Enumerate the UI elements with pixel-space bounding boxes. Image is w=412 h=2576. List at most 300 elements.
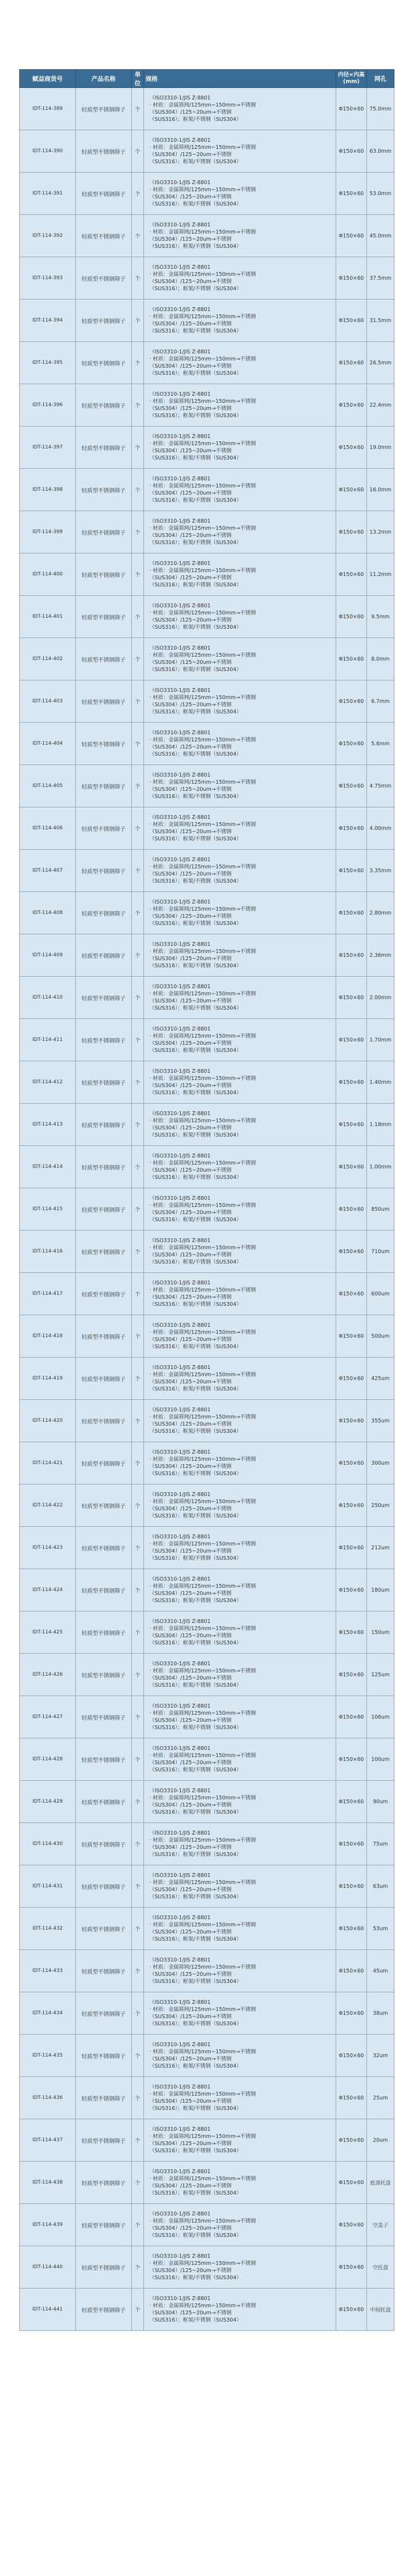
unit-cell: 个 (132, 1400, 144, 1442)
table-row (20, 2289, 394, 2331)
mesh-cell: 2.36mm (367, 934, 394, 977)
mesh-cell: 850um (367, 1188, 394, 1231)
model-cell: IDT-114-434 (20, 1992, 76, 2035)
table-row (20, 2035, 394, 2077)
unit-cell: 个 (132, 2289, 144, 2331)
unit-cell: 个 (132, 426, 144, 469)
mesh-cell: 1.40mm (367, 1061, 394, 1104)
product-name-cell: 轻质型不锈钢筛子 (76, 426, 132, 469)
spec-cell: （ISO3310-1/JIS Z-8801 · 材质：金属筛网/125mm~150mm→不锈钢 （SUS304）/125~20um→不锈钢 （SUS316）；框架/不锈钢（SUS304） (144, 511, 336, 553)
dimensions-cell: Φ150×60 (336, 2204, 367, 2246)
unit-cell: 个 (132, 1146, 144, 1188)
unit-cell: 个 (132, 2246, 144, 2289)
model-cell: IDT-114-398 (20, 469, 76, 511)
mesh-cell: 63.0mm (367, 130, 394, 173)
spec-cell: （ISO3310-1/JIS Z-8801 · 材质：金属筛网/125mm~150mm→不锈钢 （SUS304）/125~20um→不锈钢 （SUS316）；框架/不锈钢（SUS304） (144, 1781, 336, 1823)
dimensions-cell: Φ150×60 (336, 765, 367, 807)
model-cell: IDT-114-430 (20, 1823, 76, 1865)
unit-cell: 个 (132, 1738, 144, 1781)
dimensions-cell: Φ150×60 (336, 1231, 367, 1273)
mesh-cell: 600um (367, 1273, 394, 1315)
table-body (20, 88, 394, 2331)
product-name-cell: 轻质型不锈钢筛子 (76, 1146, 132, 1188)
table-row (20, 173, 394, 215)
unit-cell: 个 (132, 469, 144, 511)
dimensions-cell: Φ150×60 (336, 215, 367, 257)
model-cell: IDT-114-420 (20, 1400, 76, 1442)
header-product-name: 产品名称 (76, 70, 132, 88)
model-cell: IDT-114-423 (20, 1527, 76, 1569)
model-cell: IDT-114-425 (20, 1611, 76, 1654)
product-name-cell: 轻质型不锈钢筛子 (76, 2077, 132, 2119)
unit-cell: 个 (132, 1315, 144, 1358)
model-cell: IDT-114-396 (20, 384, 76, 426)
model-cell: IDT-114-408 (20, 892, 76, 934)
unit-cell: 个 (132, 1273, 144, 1315)
unit-cell: 个 (132, 1781, 144, 1823)
product-name-cell: 轻质型不锈钢筛子 (76, 680, 132, 723)
unit-cell: 个 (132, 300, 144, 342)
product-name-cell: 轻质型不锈钢筛子 (76, 130, 132, 173)
spec-cell: （ISO3310-1/JIS Z-8801 · 材质：金属筛网/125mm~150mm→不锈钢 （SUS304）/125~20um→不锈钢 （SUS316）；框架/不锈钢（SUS304） (144, 1315, 336, 1358)
unit-cell: 个 (132, 2204, 144, 2246)
dimensions-cell: Φ150×60 (336, 1569, 367, 1611)
dimensions-cell: Φ150×60 (336, 1019, 367, 1061)
product-name-cell: 轻质型不锈钢筛子 (76, 2119, 132, 2162)
dimensions-cell: Φ150×60 (336, 1865, 367, 1908)
table-row (20, 1992, 394, 2035)
model-cell: IDT-114-414 (20, 1146, 76, 1188)
mesh-cell: 150um (367, 1611, 394, 1654)
unit-cell: 个 (132, 384, 144, 426)
product-name-cell: 轻质型不锈钢筛子 (76, 2162, 132, 2204)
dimensions-cell: Φ150×60 (336, 300, 367, 342)
mesh-cell: 300um (367, 1442, 394, 1484)
dimensions-cell: Φ150×60 (336, 2289, 367, 2331)
header-dimensions: 内径×内高 (mm) (336, 70, 367, 88)
dimensions-cell: Φ150×60 (336, 173, 367, 215)
dimensions-cell: Φ150×60 (336, 1696, 367, 1738)
unit-cell: 个 (132, 1442, 144, 1484)
model-cell: IDT-114-424 (20, 1569, 76, 1611)
model-cell: IDT-114-404 (20, 723, 76, 765)
model-cell: IDT-114-401 (20, 596, 76, 638)
mesh-cell: 11.2mm (367, 553, 394, 596)
table-row (20, 1611, 394, 1654)
table-row (20, 130, 394, 173)
model-cell: IDT-114-402 (20, 638, 76, 680)
product-name-cell: 轻质型不锈钢筛子 (76, 88, 132, 130)
spec-cell: （ISO3310-1/JIS Z-8801 · 材质：金属筛网/125mm~150mm→不锈钢 （SUS304）/125~20um→不锈钢 （SUS316）；框架/不锈钢（SUS304） (144, 765, 336, 807)
unit-cell: 个 (132, 596, 144, 638)
product-name-cell: 轻质型不锈钢筛子 (76, 1231, 132, 1273)
product-name-cell: 轻质型不锈钢筛子 (76, 1865, 132, 1908)
table-row (20, 1231, 394, 1273)
unit-cell: 个 (132, 1696, 144, 1738)
product-name-cell: 轻质型不锈钢筛子 (76, 1358, 132, 1400)
model-cell: IDT-114-418 (20, 1315, 76, 1358)
mesh-cell: 1.70mm (367, 1019, 394, 1061)
product-name-cell: 轻质型不锈钢筛子 (76, 1527, 132, 1569)
dimensions-cell: Φ150×60 (336, 1611, 367, 1654)
spec-cell: （ISO3310-1/JIS Z-8801 · 材质：金属筛网/125mm~150mm→不锈钢 （SUS304）/125~20um→不锈钢 （SUS316）；框架/不锈钢（SUS304） (144, 723, 336, 765)
mesh-cell: 空托盘 (367, 2246, 394, 2289)
product-name-cell: 轻质型不锈钢筛子 (76, 807, 132, 850)
model-cell: IDT-114-422 (20, 1484, 76, 1527)
table-row (20, 1569, 394, 1611)
mesh-cell: 2.00mm (367, 977, 394, 1019)
unit-cell: 个 (132, 1569, 144, 1611)
dimensions-cell: Φ150×60 (336, 2162, 367, 2204)
unit-cell: 个 (132, 1104, 144, 1146)
table-row (20, 2077, 394, 2119)
dimensions-cell: Φ150×60 (336, 469, 367, 511)
dimensions-cell: Φ150×60 (336, 1273, 367, 1315)
product-name-cell: 轻质型不锈钢筛子 (76, 596, 132, 638)
spec-cell: （ISO3310-1/JIS Z-8801 · 材质：金属筛网/125mm~150mm→不锈钢 （SUS304）/125~20um→不锈钢 （SUS316）；框架/不锈钢（SUS304） (144, 1738, 336, 1781)
model-cell: IDT-114-419 (20, 1358, 76, 1400)
product-name-cell: 轻质型不锈钢筛子 (76, 850, 132, 892)
mesh-cell: 425um (367, 1358, 394, 1400)
table-row (20, 1950, 394, 1992)
model-cell: IDT-114-433 (20, 1950, 76, 1992)
spec-cell: （ISO3310-1/JIS Z-8801 · 材质：金属筛网/125mm~150mm→不锈钢 （SUS304）/125~20um→不锈钢 （SUS316）；框架/不锈钢（SUS304） (144, 215, 336, 257)
spec-cell: （ISO3310-1/JIS Z-8801 · 材质：金属筛网/125mm~150mm→不锈钢 （SUS304）/125~20um→不锈钢 （SUS316）；框架/不锈钢（SUS304） (144, 977, 336, 1019)
model-cell: IDT-114-439 (20, 2204, 76, 2246)
model-cell: IDT-114-415 (20, 1188, 76, 1231)
table-row (20, 1738, 394, 1781)
mesh-cell: 中间托盘 (367, 2289, 394, 2331)
spec-cell: （ISO3310-1/JIS Z-8801 · 材质：金属筛网/125mm~150mm→不锈钢 （SUS304）/125~20um→不锈钢 （SUS316）；框架/不锈钢（SUS304） (144, 257, 336, 300)
model-cell: IDT-114-426 (20, 1654, 76, 1696)
dimensions-cell: Φ150×60 (336, 342, 367, 384)
table-row (20, 934, 394, 977)
mesh-cell: 90um (367, 1781, 394, 1823)
spec-cell: （ISO3310-1/JIS Z-8801 · 材质：金属筛网/125mm~150mm→不锈钢 （SUS304）/125~20um→不锈钢 （SUS316）；框架/不锈钢（SUS304） (144, 2204, 336, 2246)
mesh-cell: 底部托盘 (367, 2162, 394, 2204)
table-row (20, 1865, 394, 1908)
spec-cell: （ISO3310-1/JIS Z-8801 · 材质：金属筛网/125mm~150mm→不锈钢 （SUS304）/125~20um→不锈钢 （SUS316）；框架/不锈钢（SUS304） (144, 1611, 336, 1654)
model-cell: IDT-114-413 (20, 1104, 76, 1146)
product-name-cell: 轻质型不锈钢筛子 (76, 1315, 132, 1358)
unit-cell: 个 (132, 638, 144, 680)
table-row (20, 1908, 394, 1950)
table-row (20, 1061, 394, 1104)
mesh-cell: 31.5mm (367, 300, 394, 342)
product-name-cell: 轻质型不锈钢筛子 (76, 1569, 132, 1611)
table-row (20, 1358, 394, 1400)
model-cell: IDT-114-440 (20, 2246, 76, 2289)
mesh-cell: 19.0mm (367, 426, 394, 469)
dimensions-cell: Φ150×60 (336, 850, 367, 892)
dimensions-cell: Φ150×60 (336, 511, 367, 553)
spec-cell: （ISO3310-1/JIS Z-8801 · 材质：金属筛网/125mm~150mm→不锈钢 （SUS304）/125~20um→不锈钢 （SUS316）；框架/不锈钢（SUS304） (144, 1527, 336, 1569)
product-name-cell: 轻质型不锈钢筛子 (76, 2246, 132, 2289)
mesh-cell: 4.75mm (367, 765, 394, 807)
dimensions-cell: Φ150×60 (336, 1950, 367, 1992)
sieve-product-table (19, 69, 394, 2331)
mesh-cell: 355um (367, 1400, 394, 1442)
product-name-cell: 轻质型不锈钢筛子 (76, 2289, 132, 2331)
table-row (20, 765, 394, 807)
table-row (20, 511, 394, 553)
table-row (20, 1654, 394, 1696)
dimensions-cell: Φ150×60 (336, 1992, 367, 2035)
dimensions-cell: Φ150×60 (336, 1654, 367, 1696)
mesh-cell: 26.5mm (367, 342, 394, 384)
unit-cell: 个 (132, 850, 144, 892)
model-cell: IDT-114-400 (20, 553, 76, 596)
table-row (20, 596, 394, 638)
product-name-cell: 轻质型不锈钢筛子 (76, 934, 132, 977)
model-cell: IDT-114-417 (20, 1273, 76, 1315)
header-unit: 单位 (132, 70, 144, 88)
dimensions-cell: Φ150×60 (336, 934, 367, 977)
dimensions-cell: Φ150×60 (336, 88, 367, 130)
model-cell: IDT-114-393 (20, 257, 76, 300)
product-name-cell: 轻质型不锈钢筛子 (76, 1823, 132, 1865)
mesh-cell: 38um (367, 1992, 394, 2035)
model-cell: IDT-114-407 (20, 850, 76, 892)
unit-cell: 个 (132, 88, 144, 130)
mesh-cell: 4.00mm (367, 807, 394, 850)
spec-cell: （ISO3310-1/JIS Z-8801 · 材质：金属筛网/125mm~150mm→不锈钢 （SUS304）/125~20um→不锈钢 （SUS316）；框架/不锈钢（SUS304） (144, 1188, 336, 1231)
table-row (20, 426, 394, 469)
header-mesh: 网孔 (367, 70, 394, 88)
table-row (20, 807, 394, 850)
model-cell: IDT-114-389 (20, 88, 76, 130)
unit-cell: 个 (132, 342, 144, 384)
table-row (20, 1527, 394, 1569)
product-name-cell: 轻质型不锈钢筛子 (76, 1992, 132, 2035)
dimensions-cell: Φ150×60 (336, 596, 367, 638)
product-name-cell: 轻质型不锈钢筛子 (76, 1442, 132, 1484)
product-name-cell: 轻质型不锈钢筛子 (76, 638, 132, 680)
product-name-cell: 轻质型不锈钢筛子 (76, 384, 132, 426)
model-cell: IDT-114-394 (20, 300, 76, 342)
dimensions-cell: Φ150×60 (336, 1146, 367, 1188)
unit-cell: 个 (132, 257, 144, 300)
model-cell: IDT-114-427 (20, 1696, 76, 1738)
dimensions-cell: Φ150×60 (336, 130, 367, 173)
mesh-cell: 16.0mm (367, 469, 394, 511)
product-name-cell: 轻质型不锈钢筛子 (76, 173, 132, 215)
table-row (20, 1781, 394, 1823)
product-name-cell: 轻质型不锈钢筛子 (76, 1019, 132, 1061)
table-row (20, 342, 394, 384)
dimensions-cell: Φ150×60 (336, 1781, 367, 1823)
table-row (20, 1823, 394, 1865)
dimensions-cell: Φ150×60 (336, 1358, 367, 1400)
product-name-cell: 轻质型不锈钢筛子 (76, 1611, 132, 1654)
unit-cell: 个 (132, 1865, 144, 1908)
mesh-cell: 2.80mm (367, 892, 394, 934)
model-cell: IDT-114-416 (20, 1231, 76, 1273)
table-row (20, 850, 394, 892)
spec-cell: （ISO3310-1/JIS Z-8801 · 材质：金属筛网/125mm~150mm→不锈钢 （SUS304）/125~20um→不锈钢 （SUS316）；框架/不锈钢（SUS304） (144, 1019, 336, 1061)
product-name-cell: 轻质型不锈钢筛子 (76, 215, 132, 257)
table-row (20, 1188, 394, 1231)
dimensions-cell: Φ150×60 (336, 2119, 367, 2162)
spec-cell: （ISO3310-1/JIS Z-8801 · 材质：金属筛网/125mm~150mm→不锈钢 （SUS304）/125~20um→不锈钢 （SUS316）；框架/不锈钢（SUS304） (144, 1696, 336, 1738)
table-row (20, 723, 394, 765)
product-name-cell: 轻质型不锈钢筛子 (76, 342, 132, 384)
dimensions-cell: Φ150×60 (336, 892, 367, 934)
product-name-cell: 轻质型不锈钢筛子 (76, 723, 132, 765)
unit-cell: 个 (132, 173, 144, 215)
table-row (20, 977, 394, 1019)
spec-cell: （ISO3310-1/JIS Z-8801 · 材质：金属筛网/125mm~150mm→不锈钢 （SUS304）/125~20um→不锈钢 （SUS316）；框架/不锈钢（SUS304） (144, 1231, 336, 1273)
product-name-cell: 轻质型不锈钢筛子 (76, 1781, 132, 1823)
model-cell: IDT-114-428 (20, 1738, 76, 1781)
unit-cell: 个 (132, 1823, 144, 1865)
product-name-cell: 轻质型不锈钢筛子 (76, 469, 132, 511)
spec-cell: （ISO3310-1/JIS Z-8801 · 材质：金属筛网/125mm~150mm→不锈钢 （SUS304）/125~20um→不锈钢 （SUS316）；框架/不锈钢（SUS304） (144, 934, 336, 977)
mesh-cell: 32um (367, 2035, 394, 2077)
spec-cell: （ISO3310-1/JIS Z-8801 · 材质：金属筛网/125mm~150mm→不锈钢 （SUS304）/125~20um→不锈钢 （SUS316）；框架/不锈钢（SUS304） (144, 1992, 336, 2035)
table-row (20, 1146, 394, 1188)
mesh-cell: 710um (367, 1231, 394, 1273)
model-cell: IDT-114-395 (20, 342, 76, 384)
spec-cell: （ISO3310-1/JIS Z-8801 · 材质：金属筛网/125mm~150mm→不锈钢 （SUS304）/125~20um→不锈钢 （SUS316）；框架/不锈钢（SUS304） (144, 342, 336, 384)
table-row (20, 1104, 394, 1146)
unit-cell: 个 (132, 1908, 144, 1950)
unit-cell: 个 (132, 1527, 144, 1569)
dimensions-cell: Φ150×60 (336, 426, 367, 469)
unit-cell: 个 (132, 2077, 144, 2119)
unit-cell: 个 (132, 2119, 144, 2162)
product-name-cell: 轻质型不锈钢筛子 (76, 553, 132, 596)
mesh-cell: 106um (367, 1696, 394, 1738)
model-cell: IDT-114-403 (20, 680, 76, 723)
table-row (20, 215, 394, 257)
table-row (20, 638, 394, 680)
spec-cell: （ISO3310-1/JIS Z-8801 · 材质：金属筛网/125mm~150mm→不锈钢 （SUS304）/125~20um→不锈钢 （SUS316）；框架/不锈钢（SUS304） (144, 553, 336, 596)
spec-cell: （ISO3310-1/JIS Z-8801 · 材质：金属筛网/125mm~150mm→不锈钢 （SUS304）/125~20um→不锈钢 （SUS316）；框架/不锈钢（SUS304） (144, 2246, 336, 2289)
header-spec: 规格 (144, 70, 336, 88)
product-name-cell: 轻质型不锈钢筛子 (76, 2035, 132, 2077)
table-header-row (20, 70, 394, 88)
spec-cell: （ISO3310-1/JIS Z-8801 · 材质：金属筛网/125mm~150mm→不锈钢 （SUS304）/125~20um→不锈钢 （SUS316）；框架/不锈钢（SUS304） (144, 1569, 336, 1611)
model-cell: IDT-114-392 (20, 215, 76, 257)
dimensions-cell: Φ150×60 (336, 1400, 367, 1442)
table-row (20, 2204, 394, 2246)
dimensions-cell: Φ150×60 (336, 1908, 367, 1950)
product-name-cell: 轻质型不锈钢筛子 (76, 2204, 132, 2246)
unit-cell: 个 (132, 553, 144, 596)
unit-cell: 个 (132, 1019, 144, 1061)
unit-cell: 个 (132, 1654, 144, 1696)
model-cell: IDT-114-435 (20, 2035, 76, 2077)
mesh-cell: 1.18mm (367, 1104, 394, 1146)
dimensions-cell: Φ150×60 (336, 257, 367, 300)
spec-cell: （ISO3310-1/JIS Z-8801 · 材质：金属筛网/125mm~150mm→不锈钢 （SUS304）/125~20um→不锈钢 （SUS316）；框架/不锈钢（SUS304） (144, 1442, 336, 1484)
mesh-cell: 500um (367, 1315, 394, 1358)
spec-cell: （ISO3310-1/JIS Z-8801 · 材质：金属筛网/125mm~150mm→不锈钢 （SUS304）/125~20um→不锈钢 （SUS316）；框架/不锈钢（SUS304） (144, 2035, 336, 2077)
mesh-cell: 22.4mm (367, 384, 394, 426)
unit-cell: 个 (132, 1950, 144, 1992)
mesh-cell: 250um (367, 1484, 394, 1527)
dimensions-cell: Φ150×60 (336, 807, 367, 850)
dimensions-cell: Φ150×60 (336, 553, 367, 596)
dimensions-cell: Φ150×60 (336, 1527, 367, 1569)
spec-cell: （ISO3310-1/JIS Z-8801 · 材质：金属筛网/125mm~150mm→不锈钢 （SUS304）/125~20um→不锈钢 （SUS316）；框架/不锈钢（SUS304） (144, 1104, 336, 1146)
model-cell: IDT-114-431 (20, 1865, 76, 1908)
model-cell: IDT-114-436 (20, 2077, 76, 2119)
unit-cell: 个 (132, 1061, 144, 1104)
table-row (20, 1400, 394, 1442)
model-cell: IDT-114-429 (20, 1781, 76, 1823)
dimensions-cell: Φ150×60 (336, 1061, 367, 1104)
product-name-cell: 轻质型不锈钢筛子 (76, 1104, 132, 1146)
model-cell: IDT-114-432 (20, 1908, 76, 1950)
spec-cell: （ISO3310-1/JIS Z-8801 · 材质：金属筛网/125mm~150mm→不锈钢 （SUS304）/125~20um→不锈钢 （SUS316）；框架/不锈钢（SUS304） (144, 1484, 336, 1527)
table-row (20, 1484, 394, 1527)
table-row (20, 88, 394, 130)
table-row (20, 1315, 394, 1358)
dimensions-cell: Φ150×60 (336, 1315, 367, 1358)
table-row (20, 892, 394, 934)
spec-cell: （ISO3310-1/JIS Z-8801 · 材质：金属筛网/125mm~150mm→不锈钢 （SUS304）/125~20um→不锈钢 （SUS316）；框架/不锈钢（SUS304） (144, 1654, 336, 1696)
spec-cell: （ISO3310-1/JIS Z-8801 · 材质：金属筛网/125mm~150mm→不锈钢 （SUS304）/125~20um→不锈钢 （SUS316）；框架/不锈钢（SUS304） (144, 1865, 336, 1908)
spec-cell: （ISO3310-1/JIS Z-8801 · 材质：金属筛网/125mm~150mm→不锈钢 （SUS304）/125~20um→不锈钢 （SUS316）；框架/不锈钢（SUS304） (144, 1273, 336, 1315)
mesh-cell: 212um (367, 1527, 394, 1569)
table-row (20, 1019, 394, 1061)
spec-cell: （ISO3310-1/JIS Z-8801 · 材质：金属筛网/125mm~150mm→不锈钢 （SUS304）/125~20um→不锈钢 （SUS316）；框架/不锈钢（SUS304） (144, 638, 336, 680)
spec-cell: （ISO3310-1/JIS Z-8801 · 材质：金属筛网/125mm~150mm→不锈钢 （SUS304）/125~20um→不锈钢 （SUS316）；框架/不锈钢（SUS304） (144, 469, 336, 511)
dimensions-cell: Φ150×60 (336, 1442, 367, 1484)
unit-cell: 个 (132, 215, 144, 257)
dimensions-cell: Φ150×60 (336, 2246, 367, 2289)
mesh-cell: 1.00mm (367, 1146, 394, 1188)
mesh-cell: 53um (367, 1908, 394, 1950)
mesh-cell: 37.5mm (367, 257, 394, 300)
product-name-cell: 轻质型不锈钢筛子 (76, 300, 132, 342)
mesh-cell: 9.5mm (367, 596, 394, 638)
table-row (20, 2119, 394, 2162)
unit-cell: 个 (132, 1611, 144, 1654)
spec-cell: （ISO3310-1/JIS Z-8801 · 材质：金属筛网/125mm~150mm→不锈钢 （SUS304）/125~20um→不锈钢 （SUS316）；框架/不锈钢（SUS304） (144, 596, 336, 638)
model-cell: IDT-114-438 (20, 2162, 76, 2204)
unit-cell: 个 (132, 934, 144, 977)
spec-cell: （ISO3310-1/JIS Z-8801 · 材质：金属筛网/125mm~150mm→不锈钢 （SUS304）/125~20um→不锈钢 （SUS316）；框架/不锈钢（SUS304） (144, 426, 336, 469)
spec-cell: （ISO3310-1/JIS Z-8801 · 材质：金属筛网/125mm~150mm→不锈钢 （SUS304）/125~20um→不锈钢 （SUS316）；框架/不锈钢（SUS304） (144, 2162, 336, 2204)
unit-cell: 个 (132, 680, 144, 723)
unit-cell: 个 (132, 765, 144, 807)
dimensions-cell: Φ150×60 (336, 1484, 367, 1527)
header-model: 赋益商货号 (20, 70, 76, 88)
mesh-cell: 125um (367, 1654, 394, 1696)
model-cell: IDT-114-412 (20, 1061, 76, 1104)
model-cell: IDT-114-391 (20, 173, 76, 215)
spec-cell: （ISO3310-1/JIS Z-8801 · 材质：金属筛网/125mm~150mm→不锈钢 （SUS304）/125~20um→不锈钢 （SUS316）；框架/不锈钢（SUS304） (144, 384, 336, 426)
table-row (20, 2246, 394, 2289)
unit-cell: 个 (132, 511, 144, 553)
spec-cell: （ISO3310-1/JIS Z-8801 · 材质：金属筛网/125mm~150mm→不锈钢 （SUS304）/125~20um→不锈钢 （SUS316）；框架/不锈钢（SUS304） (144, 1823, 336, 1865)
model-cell: IDT-114-399 (20, 511, 76, 553)
product-name-cell: 轻质型不锈钢筛子 (76, 1738, 132, 1781)
mesh-cell: 3.35mm (367, 850, 394, 892)
dimensions-cell: Φ150×60 (336, 2077, 367, 2119)
spec-cell: （ISO3310-1/JIS Z-8801 · 材质：金属筛网/125mm~150mm→不锈钢 （SUS304）/125~20um→不锈钢 （SUS316）；框架/不锈钢（SUS304） (144, 300, 336, 342)
product-name-cell: 轻质型不锈钢筛子 (76, 1908, 132, 1950)
spec-cell: （ISO3310-1/JIS Z-8801 · 材质：金属筛网/125mm~150mm→不锈钢 （SUS304）/125~20um→不锈钢 （SUS316）；框架/不锈钢（SUS304） (144, 1908, 336, 1950)
product-name-cell: 轻质型不锈钢筛子 (76, 1061, 132, 1104)
mesh-cell: 20um (367, 2119, 394, 2162)
product-name-cell: 轻质型不锈钢筛子 (76, 1484, 132, 1527)
product-name-cell: 轻质型不锈钢筛子 (76, 1400, 132, 1442)
unit-cell: 个 (132, 807, 144, 850)
